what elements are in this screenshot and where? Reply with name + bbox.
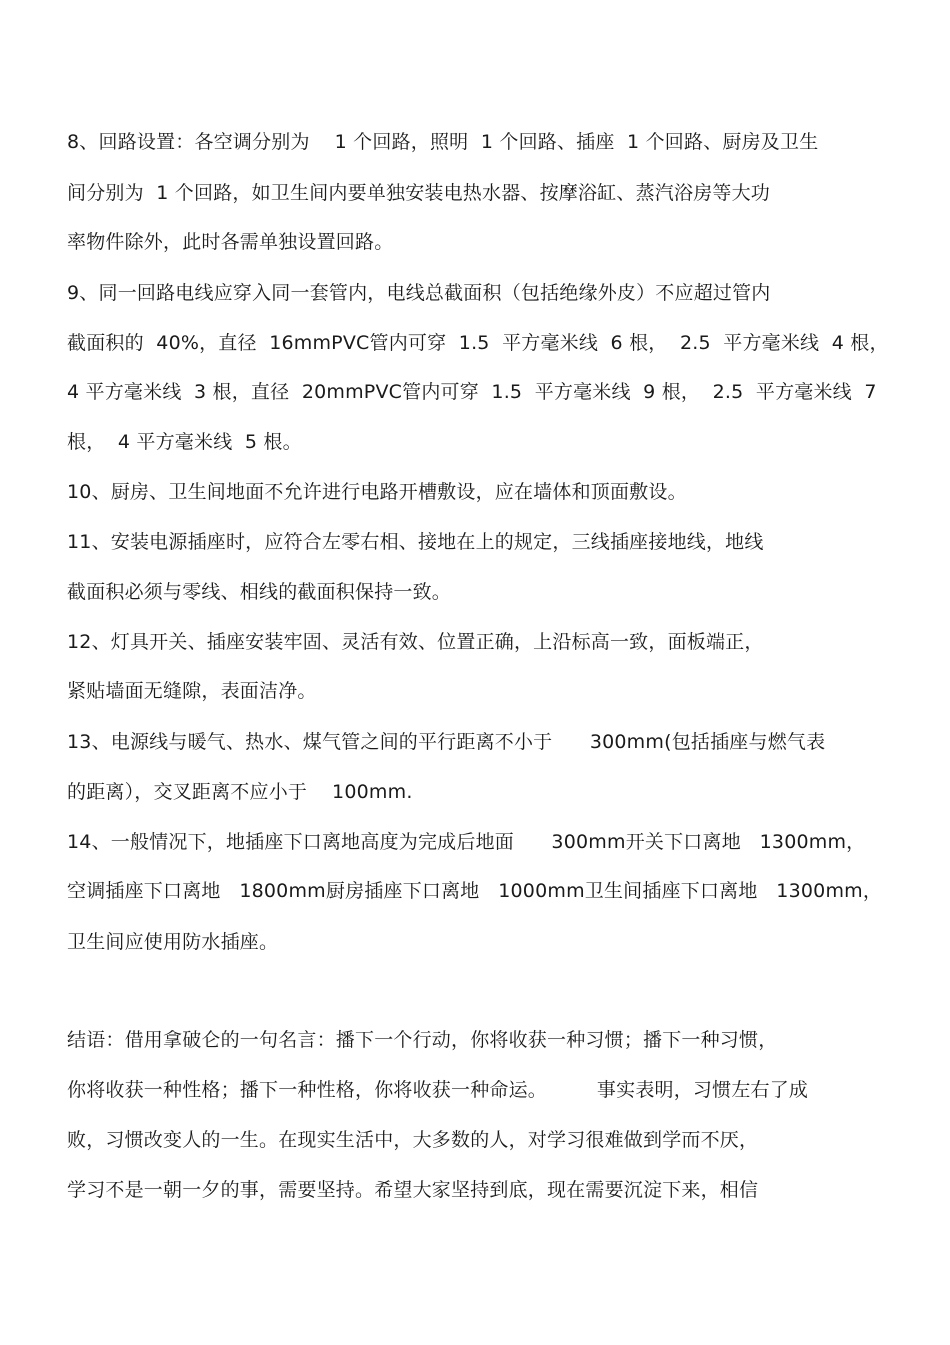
- text-line: 11、安装电源插座时，应符合左零右相、接地在上的规定，三线插座接地线，地线: [67, 531, 764, 553]
- text-line: 学习不是一朝一夕的事，需要坚持。希望大家坚持到底，现在需要沉淀下来，相信: [67, 1179, 759, 1201]
- text-line: 紧贴墙面无缝隙，表面洁净。: [67, 680, 317, 702]
- text-line: 败，习惯改变人的一生。在现实生活中，大多数的人，对学习很难做到学而不厌，: [67, 1129, 759, 1151]
- text-line: 卫生间应使用防水插座。: [67, 931, 279, 953]
- text-line: 8、回路设置：各空调分别为 1 个回路，照明 1 个回路、插座 1 个回路、厨房及卫生: [67, 131, 819, 153]
- text-line: 空调插座下口离地 1800mm厨房插座下口离地 1000mm卫生间插座下口离地 1300mm，: [67, 880, 883, 902]
- text-line: 你将收获一种性格；播下一种性格，你将收获一种命运。 事实表明，习惯左右了成: [67, 1079, 809, 1101]
- text-line: 12、灯具开关、插座安装牢固、灵活有效、位置正确，上沿标高一致，面板端正，: [67, 631, 764, 653]
- text-line: 截面积必须与零线、相线的截面积保持一致。: [67, 581, 452, 603]
- text-line: 的距离），交叉距离不应小于 100mm.: [67, 781, 413, 803]
- text-line: 4 平方毫米线 3 根，直径 20mmPVC管内可穿 1.5 平方毫米线 9 根， 2.5 平方毫米线 7: [67, 381, 877, 403]
- text-line: 根， 4 平方毫米线 5 根。: [67, 431, 302, 453]
- text-line: 结语：借用拿破仑的一句名言：播下一个行动，你将收获一种习惯；播下一种习惯，: [67, 1029, 778, 1051]
- text-line: 9、同一回路电线应穿入同一套管内，电线总截面积（包括绝缘外皮）不应超过管内: [67, 282, 771, 304]
- text-line: 率物件除外，此时各需单独设置回路。: [67, 231, 394, 253]
- text-line: 间分别为 1 个回路，如卫生间内要单独安装电热水器、按摩浴缸、蒸汽浴房等大功: [67, 182, 771, 204]
- text-line: 13、电源线与暖气、热水、煤气管之间的平行距离不小于 300mm(包括插座与燃气表: [67, 731, 826, 753]
- text-line: 10、厨房、卫生间地面不允许进行电路开槽敷设，应在墙体和顶面敷设。: [67, 481, 687, 503]
- text-line: 14、一般情况下，地插座下口离地高度为完成后地面 300mm开关下口离地 1300mm，: [67, 831, 866, 853]
- text-line: 截面积的 40%，直径 16mmPVC管内可穿 1.5 平方毫米线 6 根， 2.5 平方毫米线 4 根，: [67, 332, 889, 354]
